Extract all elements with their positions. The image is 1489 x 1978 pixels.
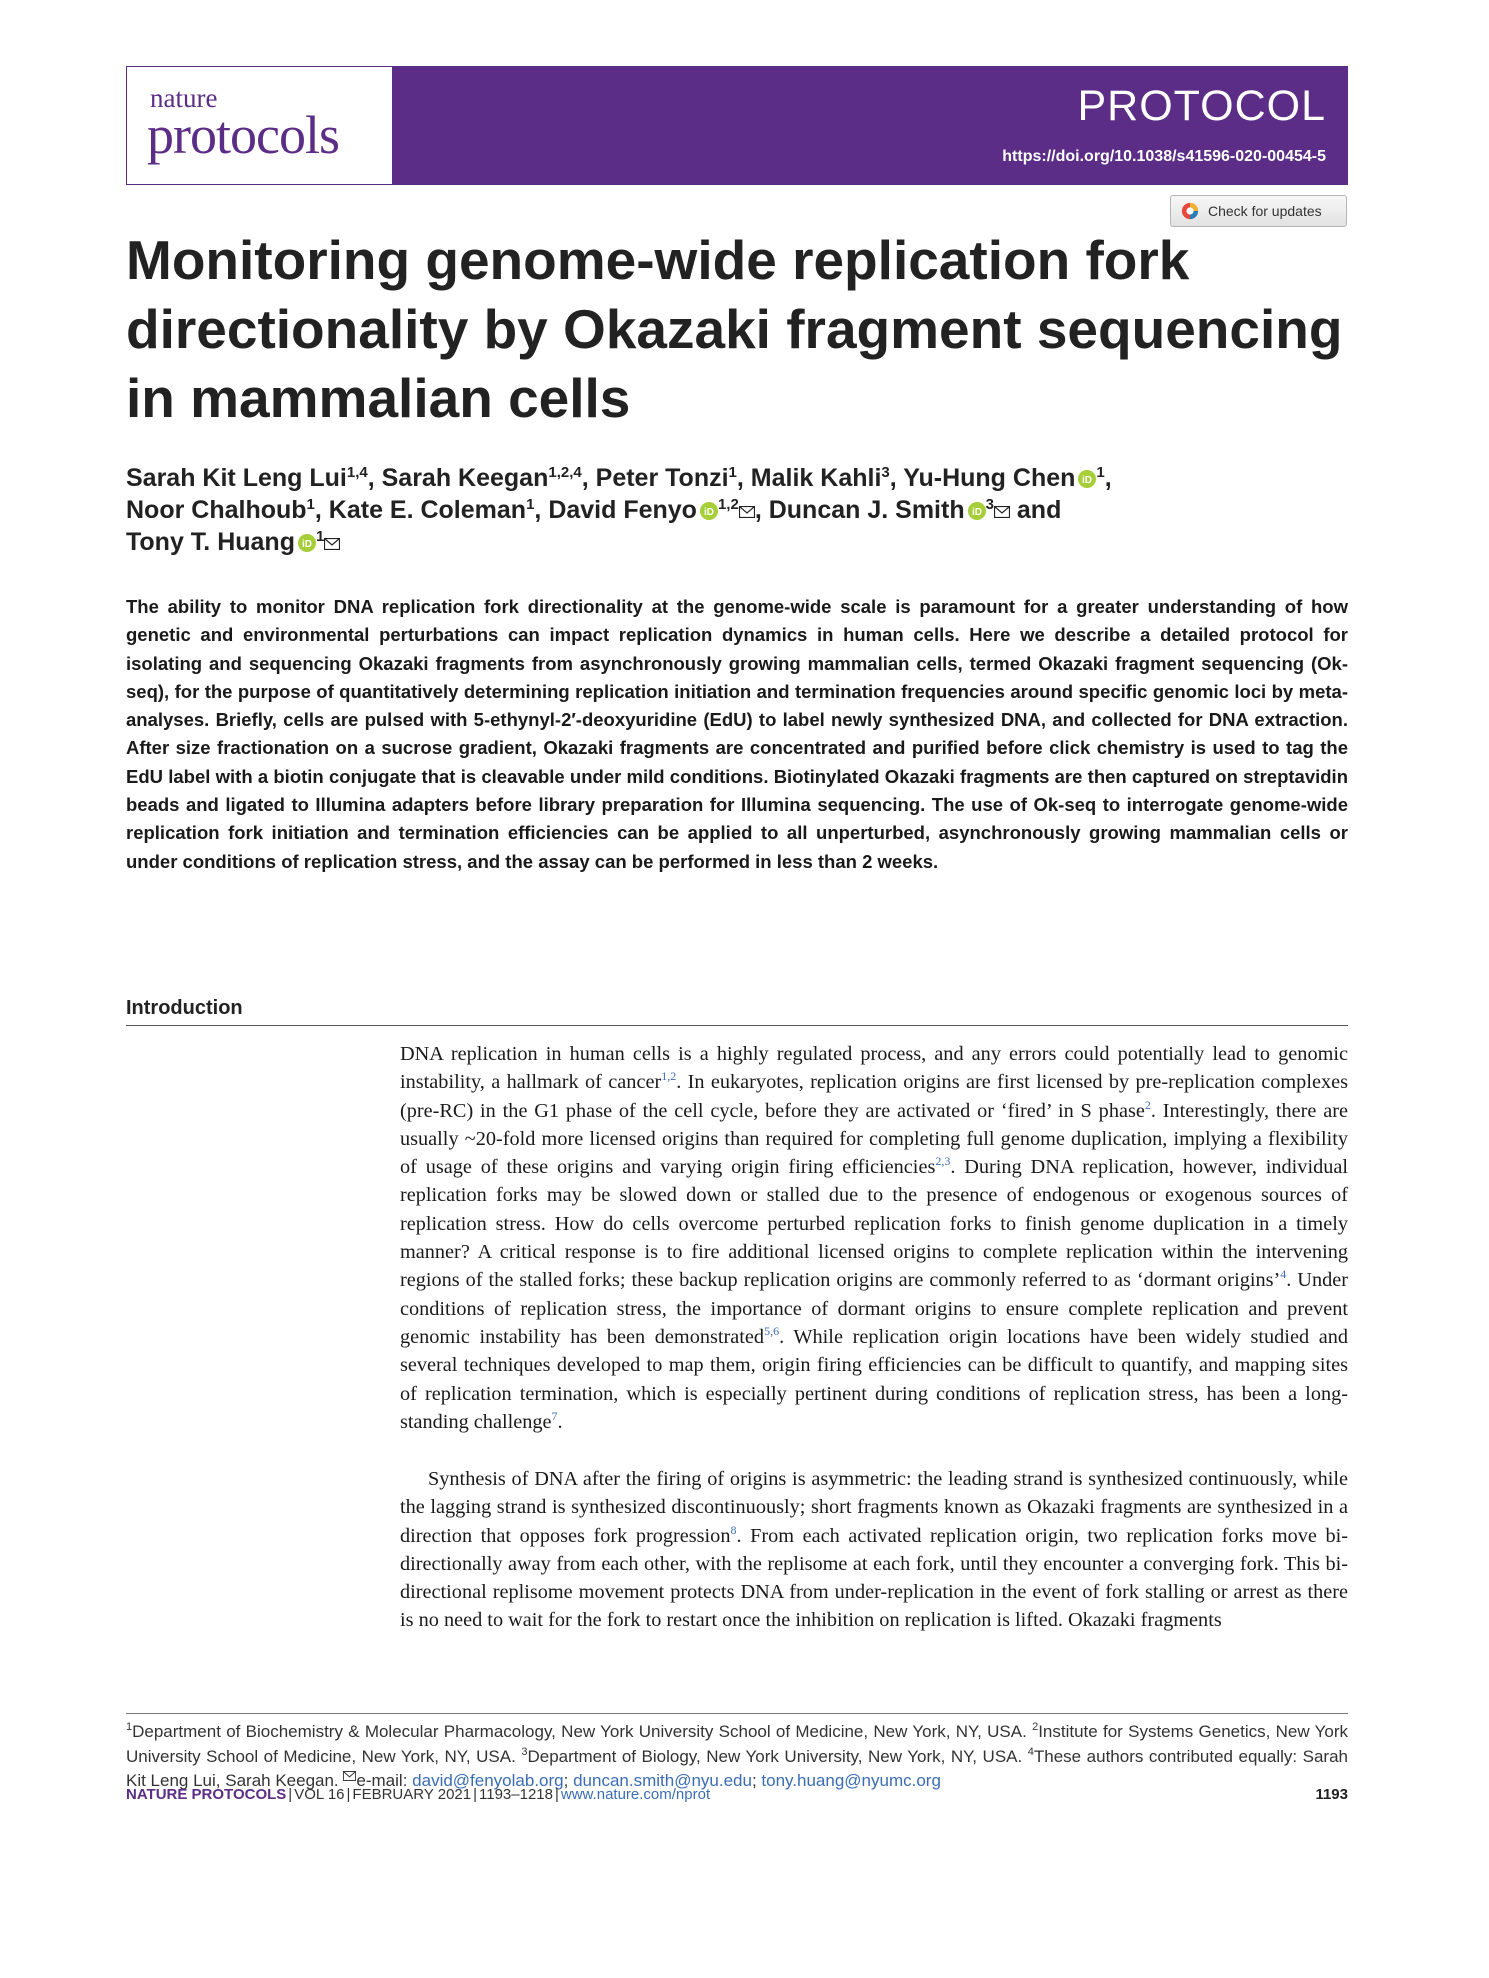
- svg-text:iD: iD: [703, 507, 714, 518]
- svg-text:iD: iD: [301, 539, 312, 550]
- author-name[interactable]: David Fenyo: [548, 496, 697, 524]
- check-updates-label: Check for updates: [1208, 203, 1322, 219]
- orcid-icon[interactable]: [968, 502, 986, 520]
- citation-link[interactable]: 8: [730, 1522, 737, 1537]
- affiliation-marker: 3: [521, 1745, 528, 1758]
- author-name[interactable]: Yu-Hung Chen: [903, 464, 1076, 492]
- author-separator: ,: [534, 496, 549, 524]
- logo-line-2: protocols: [147, 105, 339, 165]
- check-updates-icon: [1181, 202, 1199, 220]
- svg-text:iD: iD: [971, 507, 982, 518]
- author-name[interactable]: Sarah Keegan: [381, 464, 549, 492]
- author-affiliation: 1,4: [346, 464, 368, 481]
- footer-journal-name: NATURE PROTOCOLS: [126, 1786, 287, 1803]
- text-span: . In eukaryotes, replication origins are first licensed by pre-replication complexes (pre-RC) in the G1 phase of the cell cycle, before they are activated or ‘fired’ in S phase: [400, 1071, 1348, 1122]
- journal-banner: [126, 66, 1348, 187]
- author-name[interactable]: Sarah Kit Leng Lui: [126, 464, 347, 492]
- affiliation-marker: 2: [1032, 1721, 1039, 1733]
- text-span: . Interestingly, there are usually ~20-fold more licensed origins than required for completing full genome duplication, implying a flexibility of usage of these origins and varying origin firing efficiencies: [400, 1099, 1348, 1179]
- text-span: . While replication origin locations have been widely studied and several techniques developed to map them, origin firing efficiencies can be difficult to quantify, and mapping sites of replication termination, which is especially pertinent during conditions of replication stress, has been a long-standing challenge: [400, 1325, 1348, 1433]
- author-separator: ,: [367, 464, 382, 492]
- orcid-icon[interactable]: [700, 502, 718, 520]
- email-link[interactable]: duncan.smith@nyu.edu: [573, 1771, 752, 1790]
- email-link[interactable]: david@fenyolab.org: [412, 1771, 564, 1790]
- banner-bar: [392, 66, 1348, 185]
- author-separator: ,: [581, 464, 596, 492]
- author-separator: ,: [314, 496, 329, 524]
- author-affiliation: 3: [985, 496, 994, 513]
- citation-link[interactable]: 5,6: [764, 1323, 780, 1338]
- email-label: e-mail:: [356, 1771, 408, 1790]
- envelope-icon[interactable]: [324, 538, 340, 550]
- page-number: 1193: [1315, 1786, 1348, 1803]
- journal-logo[interactable]: [126, 66, 393, 185]
- author-separator: ,: [889, 464, 904, 492]
- author-name[interactable]: Malik Kahli: [750, 464, 882, 492]
- envelope-icon[interactable]: [994, 506, 1010, 518]
- text-span: . During DNA replication, however, individual replication forks may be slowed down or stalled due to the presence of endogenous or exogenous sources of replication stress. How do cells overcome perturbed replication forks to finish genome duplication in a timely manner? A critical response is to fire additional licensed origins to complete replication within the intervening regions of the stalled forks; these backup replication origins are commonly referred to as ‘dormant origins’: [400, 1156, 1348, 1292]
- page-footer: NATURE PROTOCOLS | VOL 16 | FEBRUARY 2021 | 1193–1218 | www.nature.com/nprot 1193: [126, 1786, 1348, 1803]
- author-affiliation: 3: [881, 464, 890, 481]
- abstract: The ability to monitor DNA replication fork directionality at the genome-wide scale is paramount for a greater understanding of how genetic and environmental perturbations can impact replication dynamics in human cells. Here we describe a detailed protocol for isolating and sequencing Okazaki fragments from asynchronously growing mammalian cells, termed Okazaki fragment sequencing (Ok-seq), for the purpose of quantitatively determining replication initiation and termination frequencies around specific genomic loci by meta-analyses. Briefly, cells are pulsed with 5-ethynyl-2′-deoxyuridine (EdU) to label newly synthesized DNA, and collected for DNA extraction. After size fractionation on a sucrose gradient, Okazaki fragments are concentrated and purified before click chemistry is used to tag the EdU label with a biotin conjugate that is cleavable under mild conditions. Biotinylated Okazaki fragments are then captured on streptavidin beads and ligated to Illumina adapters before library preparation for Illumina sequencing. The use of Ok-seq to interrogate genome-wide replication fork initiation and termination efficiencies can be applied to all unperturbed, asynchronously growing mammalian cells or under conditions of replication stress, and the assay can be performed in less than 2 weeks.: [126, 596, 1348, 872]
- article-title: Monitoring genome-wide replication fork directionality by Okazaki fragment sequencing in mammalian cells: [126, 229, 1343, 429]
- envelope-icon: [343, 1771, 356, 1781]
- text-span: Synthesis of DNA after the firing of origins is asymmetric: the leading strand is synthesized continuously, while the lagging strand is synthesized discontinuously; short fragments known as Okazaki fragments are synthesized in a direction that opposes fork progression: [400, 1468, 1348, 1547]
- footer-pages: 1193–1218: [479, 1786, 553, 1803]
- orcid-icon[interactable]: [298, 534, 316, 552]
- author-name[interactable]: Duncan J. Smith: [768, 496, 965, 524]
- author-name[interactable]: Kate E. Coleman: [328, 496, 527, 524]
- affiliation-marker: 1: [126, 1721, 133, 1733]
- author-list: [126, 462, 1356, 558]
- footer-issue: FEBRUARY 2021: [352, 1786, 472, 1803]
- affiliation: Department of Biochemistry & Molecular Pharmacology, New York University School of Medicine, New York, NY, USA.: [132, 1722, 1027, 1741]
- author-affiliation: 1,2,4: [548, 464, 582, 481]
- text-span: .: [557, 1410, 563, 1433]
- author-separator: and: [1009, 496, 1062, 524]
- citation-link[interactable]: 1,2: [661, 1069, 677, 1084]
- author-separator: ,: [754, 496, 769, 524]
- doi-link[interactable]: https://doi.org/10.1038/s41596-020-00454-5: [1002, 148, 1326, 165]
- text-span: DNA replication in human cells is a highly regulated process, and any errors could potentially lead to genomic instability, a hallmark of cancer: [400, 1043, 1348, 1094]
- logo-line-1: nature: [150, 83, 218, 113]
- citation-link[interactable]: 2: [1144, 1097, 1151, 1112]
- section-heading-introduction: Introduction: [126, 997, 243, 1019]
- citation-link[interactable]: 2,3: [935, 1154, 951, 1169]
- section-divider: [126, 1025, 1348, 1026]
- svg-text:iD: iD: [1082, 475, 1093, 486]
- text-span: . From each activated replication origin, two replication forks move bi-directionally away from each other, with the replisome at each fork, until they encounter a converging fork. This bi-directional replisome movement protects DNA from under-replication in the event of fork stalling or arrest as there is no need to wait for the fork to restart once the inhibition on replication is lifted. Okazaki fragments: [400, 1524, 1348, 1632]
- footnote-divider: [126, 1713, 1348, 1714]
- author-affiliation: 1: [315, 528, 325, 545]
- author-affiliation: 1: [1096, 464, 1105, 481]
- affiliations-footnote: $^1$Department of Biochemistry & Molecular Pharmacology, New York University School of Medicine, New York, NY, USA. $^2$Institute for Systems Genetics, New York University School of Medicine, New York, NY, USA. $^3$Department of Biology, New York University, New York, NY, USA. $^4$These authors contributed equally: Sarah Kit Leng Lui, Sarah Keegan. e-mail: david@fenyolab.org; duncan.smith@nyu.edu; tony.huang@nyumc.org: [126, 1721, 1348, 1790]
- body-paragraph: [400, 1040, 1348, 1436]
- citation-link[interactable]: 7: [551, 1408, 558, 1423]
- body-paragraph: [400, 1465, 1348, 1635]
- affiliation-marker: 4: [1027, 1745, 1034, 1758]
- author-affiliation: 1: [526, 496, 535, 513]
- article-type: PROTOCOL: [1077, 82, 1326, 130]
- author-affiliation: 1,2: [717, 496, 739, 513]
- check-for-updates-button[interactable]: [1170, 195, 1347, 227]
- author-name[interactable]: Noor Chalhoub: [126, 496, 307, 524]
- affiliation: Institute for Systems Genetics, New York University School of Medicine, New York, NY, USA.: [126, 1722, 1348, 1766]
- author-name[interactable]: Peter Tonzi: [595, 464, 729, 492]
- orcid-icon[interactable]: [1078, 470, 1096, 488]
- author-separator: ,: [736, 464, 751, 492]
- affiliation: Department of Biology, New York University, New York, NY, USA.: [527, 1746, 1023, 1766]
- author-separator: ,: [1104, 464, 1112, 492]
- footer-journal-link[interactable]: www.nature.com/nprot: [560, 1786, 711, 1803]
- author-affiliation: 1: [306, 496, 315, 513]
- citation-link[interactable]: 4: [1280, 1267, 1287, 1282]
- equal-contribution-note: These authors contributed equally: Sarah Kit Leng Lui, Sarah Keegan.: [126, 1746, 1348, 1790]
- email-link[interactable]: tony.huang@nyumc.org: [761, 1771, 941, 1790]
- envelope-icon[interactable]: [739, 506, 755, 518]
- footer-volume: VOL 16: [294, 1786, 345, 1803]
- author-name[interactable]: Tony T. Huang: [126, 528, 295, 556]
- author-affiliation: 1: [728, 464, 737, 481]
- text-span: . Under conditions of replication stress, the importance of dormant origins to ensure complete replication and prevent genomic instability has been demonstrated: [400, 1269, 1348, 1348]
